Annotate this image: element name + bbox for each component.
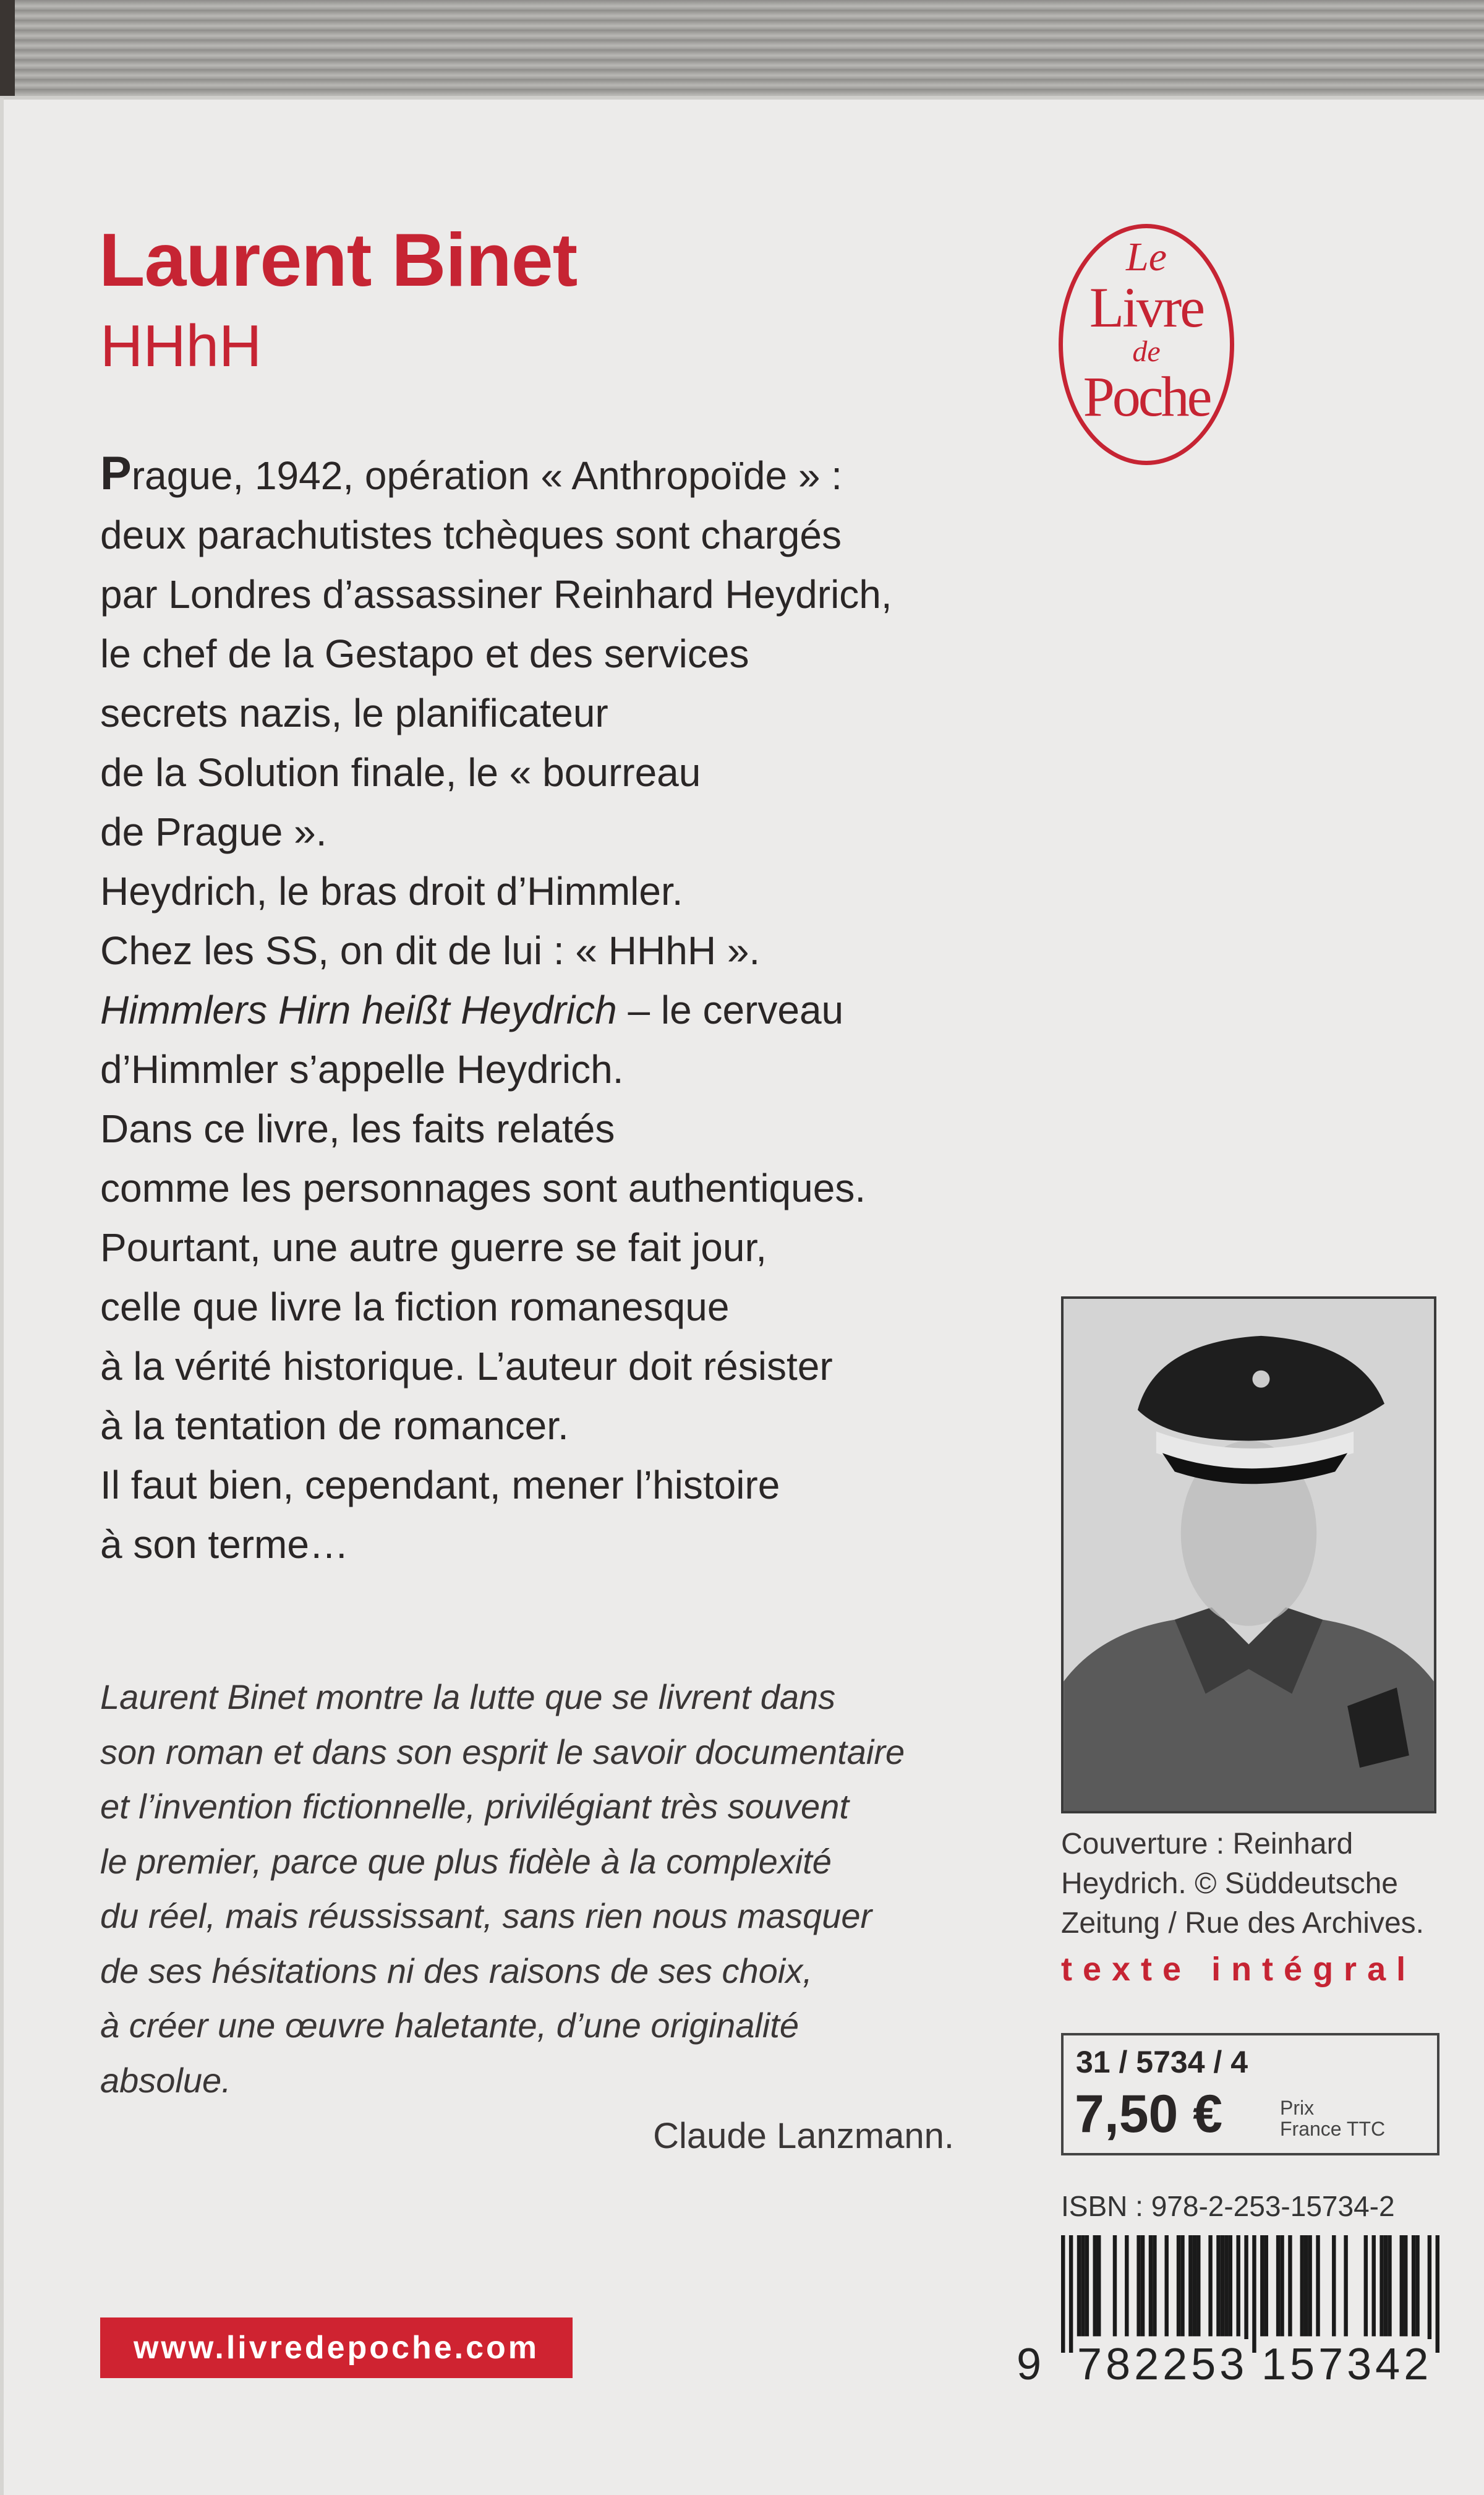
price-note-line: France TTC bbox=[1280, 2118, 1386, 2140]
barcode-bar bbox=[1177, 2235, 1180, 2336]
barcode-bar bbox=[1097, 2235, 1101, 2336]
blurb-line bbox=[100, 980, 892, 1040]
blurb-line: à la tentation de romancer. bbox=[100, 1403, 569, 1448]
barcode-bar bbox=[1085, 2235, 1089, 2336]
blurb-line: Pourtant, une autre guerre se fait jour, bbox=[100, 1225, 767, 1270]
photo-credit bbox=[1061, 1825, 1424, 1943]
price-box bbox=[1061, 2033, 1439, 2155]
blurb-line: à la vérité historique. L’auteur doit résister bbox=[100, 1344, 833, 1389]
quote-line: à créer une œuvre haletante, d’une originalité bbox=[100, 2006, 800, 2045]
barcode-bar bbox=[1428, 2235, 1431, 2353]
barcode-bar bbox=[1224, 2235, 1228, 2336]
barcode-bar bbox=[1260, 2235, 1264, 2336]
barcode-bar bbox=[1164, 2235, 1168, 2336]
barcode-bar bbox=[1069, 2235, 1073, 2353]
barcode-bar bbox=[1113, 2235, 1117, 2336]
barcode-bar bbox=[1380, 2235, 1383, 2336]
barcode-bar bbox=[1149, 2235, 1153, 2336]
review-quote bbox=[100, 1670, 905, 2108]
barcode-bar bbox=[1077, 2235, 1081, 2336]
barcode-bar bbox=[1093, 2235, 1097, 2336]
barcode bbox=[1061, 2235, 1439, 2353]
blurb-line: deux parachutistes tchèques sont chargés bbox=[100, 513, 842, 557]
blurb-text: rague, 1942, opération « Anthropoïde » : bbox=[131, 453, 843, 498]
website-link[interactable]: www.livredepoche.com bbox=[100, 2317, 573, 2378]
barcode-bar bbox=[1136, 2235, 1140, 2336]
barcode-bar bbox=[1125, 2235, 1128, 2336]
barcode-bar bbox=[1236, 2235, 1240, 2336]
page-edges bbox=[0, 0, 1484, 98]
blurb-line: Il faut bien, cependant, mener l’histoire bbox=[100, 1463, 780, 1507]
logo-text-de: de bbox=[1132, 335, 1161, 368]
barcode-bar bbox=[1244, 2235, 1248, 2353]
german-phrase: Himmlers Hirn heißt Heydrich bbox=[100, 988, 617, 1032]
barcode-bar bbox=[1280, 2235, 1284, 2336]
blurb-line: par Londres d’assassiner Reinhard Heydrich, bbox=[100, 572, 892, 617]
barcode-bar bbox=[1300, 2235, 1304, 2336]
barcode-bar bbox=[1404, 2235, 1407, 2336]
barcode-left-digits: 782253 bbox=[1075, 2339, 1250, 2390]
blurb-line: Heydrich, le bras droit d’Himmler. bbox=[100, 869, 683, 914]
quote-line: du réel, mais réussissant, sans rien nous masquer bbox=[100, 1896, 872, 1935]
barcode-bar bbox=[1364, 2235, 1368, 2336]
barcode-bar bbox=[1196, 2235, 1200, 2336]
isbn: ISBN : 978-2-253-15734-2 bbox=[1061, 2190, 1395, 2222]
author-name: Laurent Binet bbox=[99, 218, 578, 302]
quote-line: absolue. bbox=[100, 2060, 231, 2100]
cover-top-edge bbox=[0, 96, 1484, 100]
price: 7,50 € bbox=[1075, 2084, 1223, 2144]
barcode-bar bbox=[1216, 2235, 1220, 2336]
edition-note: texte intégral bbox=[1061, 1951, 1417, 1988]
barcode-bar bbox=[1388, 2235, 1391, 2336]
barcode-bar bbox=[1371, 2235, 1375, 2336]
blurb-line: secrets nazis, le planificateur bbox=[100, 691, 608, 735]
barcode-bar bbox=[1415, 2235, 1419, 2336]
blurb-line: Chez les SS, on dit de lui : « HHhH ». bbox=[100, 928, 761, 973]
barcode-bar bbox=[1141, 2235, 1145, 2336]
blurb-line: le chef de la Gestapo et des services bbox=[100, 631, 749, 676]
barcode-bar bbox=[1153, 2235, 1156, 2336]
barcode-bar bbox=[1276, 2235, 1280, 2336]
credit-line: Heydrich. © Süddeutsche bbox=[1061, 1867, 1398, 1900]
barcode-bar bbox=[1081, 2235, 1085, 2336]
catalog-code: 31 / 5734 / 4 bbox=[1076, 2045, 1248, 2079]
blurb-line bbox=[100, 444, 892, 505]
drop-cap: P bbox=[100, 447, 132, 500]
credit-line: Zeitung / Rue des Archives. bbox=[1061, 1907, 1424, 1940]
barcode-bar bbox=[1304, 2235, 1308, 2336]
quote-line: son roman et dans son esprit le savoir documentaire bbox=[100, 1732, 905, 1771]
barcode-right-digits: 157342 bbox=[1259, 2339, 1435, 2390]
barcode-bar bbox=[1188, 2235, 1192, 2336]
barcode-bar bbox=[1229, 2235, 1232, 2336]
quote-line: Laurent Binet montre la lutte que se livrent dans bbox=[100, 1677, 836, 1716]
barcode-bar bbox=[1264, 2235, 1268, 2336]
barcode-bar bbox=[1308, 2235, 1311, 2336]
blurb-line: celle que livre la fiction romanesque bbox=[100, 1285, 730, 1329]
blurb-line: à son terme… bbox=[100, 1522, 349, 1567]
quote-line: et l’invention fictionnelle, privilégiant très souvent bbox=[100, 1787, 849, 1826]
barcode-bars bbox=[1061, 2235, 1439, 2353]
barcode-bar bbox=[1344, 2235, 1347, 2336]
blurb-text: – le cerveau bbox=[616, 988, 844, 1032]
publisher-logo bbox=[1059, 224, 1234, 465]
barcode-bar bbox=[1412, 2235, 1415, 2336]
cover-left-edge bbox=[0, 98, 4, 2495]
logo-text-poche: Poche bbox=[1083, 365, 1210, 428]
price-note-line: Prix bbox=[1280, 2097, 1315, 2119]
logo-text-le: Le bbox=[1126, 234, 1167, 280]
quote-author: Claude Lanzmann. bbox=[653, 2116, 954, 2156]
blurb-line: Dans ce livre, les faits relatés bbox=[100, 1106, 615, 1151]
cover-photo bbox=[1061, 1296, 1436, 1813]
blurb bbox=[100, 444, 892, 1574]
barcode-bar bbox=[1208, 2235, 1212, 2336]
barcode-bar bbox=[1436, 2235, 1439, 2353]
barcode-bar bbox=[1180, 2235, 1184, 2336]
credit-line: Couverture : Reinhard bbox=[1061, 1828, 1354, 1860]
barcode-bar bbox=[1193, 2235, 1196, 2336]
price-note bbox=[1280, 2097, 1385, 2139]
barcode-bar bbox=[1061, 2235, 1065, 2353]
barcode-bar bbox=[1316, 2235, 1320, 2336]
barcode-bar bbox=[1332, 2235, 1336, 2336]
barcode-bar bbox=[1384, 2235, 1388, 2336]
barcode-bar bbox=[1252, 2235, 1256, 2353]
blurb-line: d’Himmler s’appelle Heydrich. bbox=[100, 1047, 624, 1092]
book-title: HHhH bbox=[100, 313, 262, 379]
blurb-line: comme les personnages sont authentiques. bbox=[100, 1166, 866, 1210]
officer-portrait-image bbox=[1064, 1299, 1434, 1811]
barcode-bar bbox=[1221, 2235, 1224, 2336]
blurb-line: de Prague ». bbox=[100, 810, 327, 854]
logo-text-livre: Livre bbox=[1089, 276, 1204, 339]
barcode-bar bbox=[1288, 2235, 1292, 2336]
quote-line: de ses hésitations ni des raisons de ses choix, bbox=[100, 1951, 812, 1990]
blurb-line: de la Solution finale, le « bourreau bbox=[100, 750, 701, 795]
barcode-bar bbox=[1400, 2235, 1404, 2336]
barcode-first-digit: 9 bbox=[1017, 2340, 1042, 2389]
quote-line: le premier, parce que plus fidèle à la complexité bbox=[100, 1841, 832, 1881]
